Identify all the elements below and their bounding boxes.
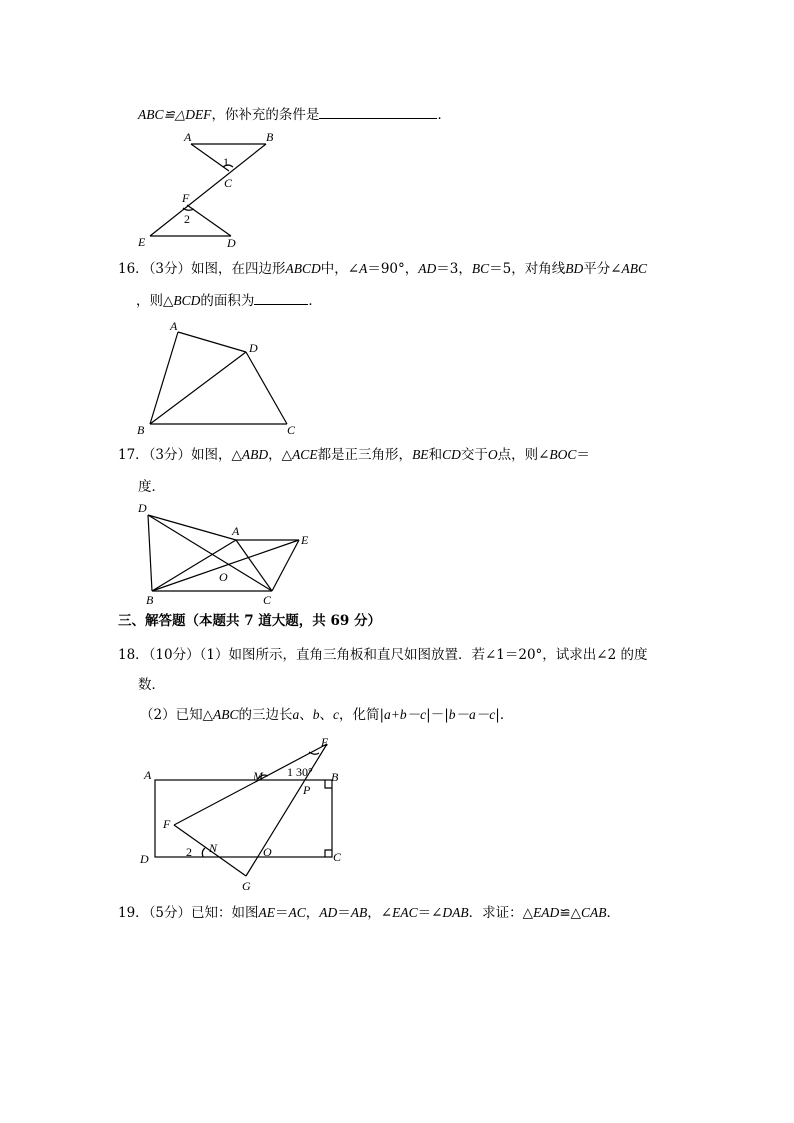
- q19-text: ≌△: [559, 905, 582, 921]
- q16-text: 中，∠: [320, 261, 360, 277]
- q18-text: 、: [299, 707, 313, 723]
- q17-text: ACE: [292, 447, 318, 462]
- q19-text: ，∠: [367, 905, 393, 921]
- q16-text: ＝5，对角线: [489, 261, 566, 277]
- q18-label-angle1: 1: [287, 765, 293, 779]
- q19-text: AB: [350, 905, 368, 920]
- q16-text: ABC: [621, 261, 648, 276]
- q19-text: EAD: [533, 905, 560, 920]
- q18-text: 、: [319, 707, 333, 723]
- q17-text: ，△: [268, 447, 293, 463]
- q17-label-o: O: [219, 570, 228, 584]
- q18-text: 的三边长: [238, 707, 293, 723]
- q15-tail-post: ，你补充的条件是: [211, 107, 320, 123]
- q17-label-d: D: [138, 501, 147, 515]
- q17-label-b: B: [146, 593, 154, 607]
- q16-text: ABCD: [285, 261, 321, 276]
- q17-text: ABD: [241, 447, 269, 462]
- q18-number: 18．: [118, 647, 149, 663]
- q15-label-angle1: 1: [223, 155, 229, 169]
- q16-text: ＝3，: [436, 261, 472, 277]
- q16-text: 平分∠: [583, 261, 622, 277]
- q16-label-c: C: [287, 423, 296, 437]
- q16-label-b: B: [137, 423, 145, 437]
- q18-label-angle2: 2: [186, 845, 192, 859]
- q18-label-m: M: [253, 769, 263, 783]
- q18-right-angle-c: [325, 850, 332, 857]
- q18-text: b－a－c: [448, 707, 496, 722]
- q18-text: a+b－c: [384, 707, 427, 722]
- q19-text: 已知：如图: [191, 905, 259, 921]
- q18-text: c: [332, 707, 339, 722]
- q18-label-n: N: [209, 841, 218, 855]
- q17-label-c: C: [263, 593, 272, 607]
- q18-label-30deg: 30°: [296, 765, 313, 779]
- q19-text: ＝∠: [417, 905, 443, 921]
- q18-text: （2）已知△: [140, 707, 213, 723]
- q18-part1-text: （1）如图所示，直角三角板和直尺如图放置．若∠1＝20°，试求出∠2 的度: [199, 647, 648, 663]
- q15-label-c: C: [224, 176, 233, 190]
- q17-text: 都是正三角形，: [317, 447, 413, 463]
- q18-label-d: D: [140, 852, 149, 866]
- q15-label-d: D: [227, 236, 236, 250]
- q15-label-e: E: [138, 235, 146, 249]
- q19-line1: [118, 904, 620, 922]
- q16-label-a: A: [170, 319, 178, 333]
- q15-label-f: F: [182, 191, 190, 205]
- q18-label-o: O: [263, 845, 272, 859]
- q17-text: BE: [412, 447, 429, 462]
- q18-angle30-arc: [309, 752, 319, 754]
- q19-text: AD: [319, 905, 338, 920]
- q16-text: ＝90°，: [367, 261, 419, 277]
- q19-text: ．: [606, 905, 621, 921]
- q18-label-e: E: [321, 735, 329, 749]
- q19-score: （5分）: [148, 905, 192, 921]
- q18-text: ，化简|: [338, 707, 385, 723]
- q17-text: O: [487, 447, 498, 462]
- q17-number: 17．: [118, 447, 149, 463]
- q16-text: 如图，在四边形: [191, 261, 286, 277]
- q19-text: AC: [288, 905, 306, 920]
- q15-end: ．: [437, 107, 451, 123]
- q19-text: ＝: [275, 905, 289, 921]
- q16-label-d: D: [249, 341, 258, 355]
- q16-end: ．: [308, 293, 322, 309]
- q18-triangle-side-eg: [246, 744, 327, 876]
- q16-text: AD: [418, 261, 437, 276]
- q18-label-g: G: [242, 879, 251, 893]
- section3-title: 三、解答题（本题共 7 道大题，共 69 分）: [118, 613, 381, 629]
- q19-text: CAB: [581, 905, 607, 920]
- q19-text: DAB: [442, 905, 469, 920]
- q17-text: 点，则∠: [497, 447, 550, 463]
- q18-text: b: [312, 707, 320, 722]
- q16-number: 16．: [118, 261, 149, 277]
- q19-number: 19．: [118, 905, 149, 921]
- q18-text: a: [292, 707, 300, 722]
- q16-text: A: [359, 261, 368, 276]
- q17-label-e: E: [301, 533, 309, 547]
- q16-score: （3分）: [148, 261, 192, 277]
- q17-text: CD: [442, 447, 461, 462]
- q17-text: 度．: [138, 479, 165, 495]
- q18-score: （10分）: [148, 647, 200, 663]
- q19-text: AE: [258, 905, 276, 920]
- q17-text: 和: [428, 447, 443, 463]
- q19-text: ，: [305, 905, 320, 921]
- q18-text: ABC: [212, 707, 239, 722]
- q18-text: |－|: [426, 707, 449, 723]
- q17-label-a: A: [232, 524, 240, 538]
- q17-text: 交于: [460, 447, 488, 463]
- q17-text: BOC: [549, 447, 577, 462]
- q17-text: 如图，△: [191, 447, 242, 463]
- q15-label-angle2: 2: [184, 212, 190, 226]
- q16-text: BCD: [173, 293, 201, 308]
- q16-text: ，则△: [136, 293, 174, 309]
- q18-label-a: A: [144, 768, 152, 782]
- q16-text: BC: [471, 261, 490, 276]
- q18-label-c: C: [333, 850, 342, 864]
- q16-text: 的面积为: [200, 293, 255, 309]
- q15-label-b: B: [266, 130, 274, 144]
- q18-label-f: F: [163, 817, 171, 831]
- q17-text: ＝: [576, 447, 590, 463]
- q18-text: |．: [495, 707, 514, 723]
- q15-label-a: A: [184, 130, 192, 144]
- q18-angle2-arc: [202, 848, 205, 857]
- q18-label-p: P: [303, 783, 311, 797]
- q19-text: EAC: [392, 905, 418, 920]
- q19-text: ．求证：△: [468, 905, 534, 921]
- q15-tail-pre: ABC≌△DEF: [138, 107, 212, 122]
- q18-label-b: B: [331, 770, 339, 784]
- q16-text: BD: [565, 261, 584, 276]
- q19-text: ＝: [337, 905, 351, 921]
- q17-score: （3分）: [148, 447, 192, 463]
- q18-part1-text-cont: 数．: [138, 677, 165, 693]
